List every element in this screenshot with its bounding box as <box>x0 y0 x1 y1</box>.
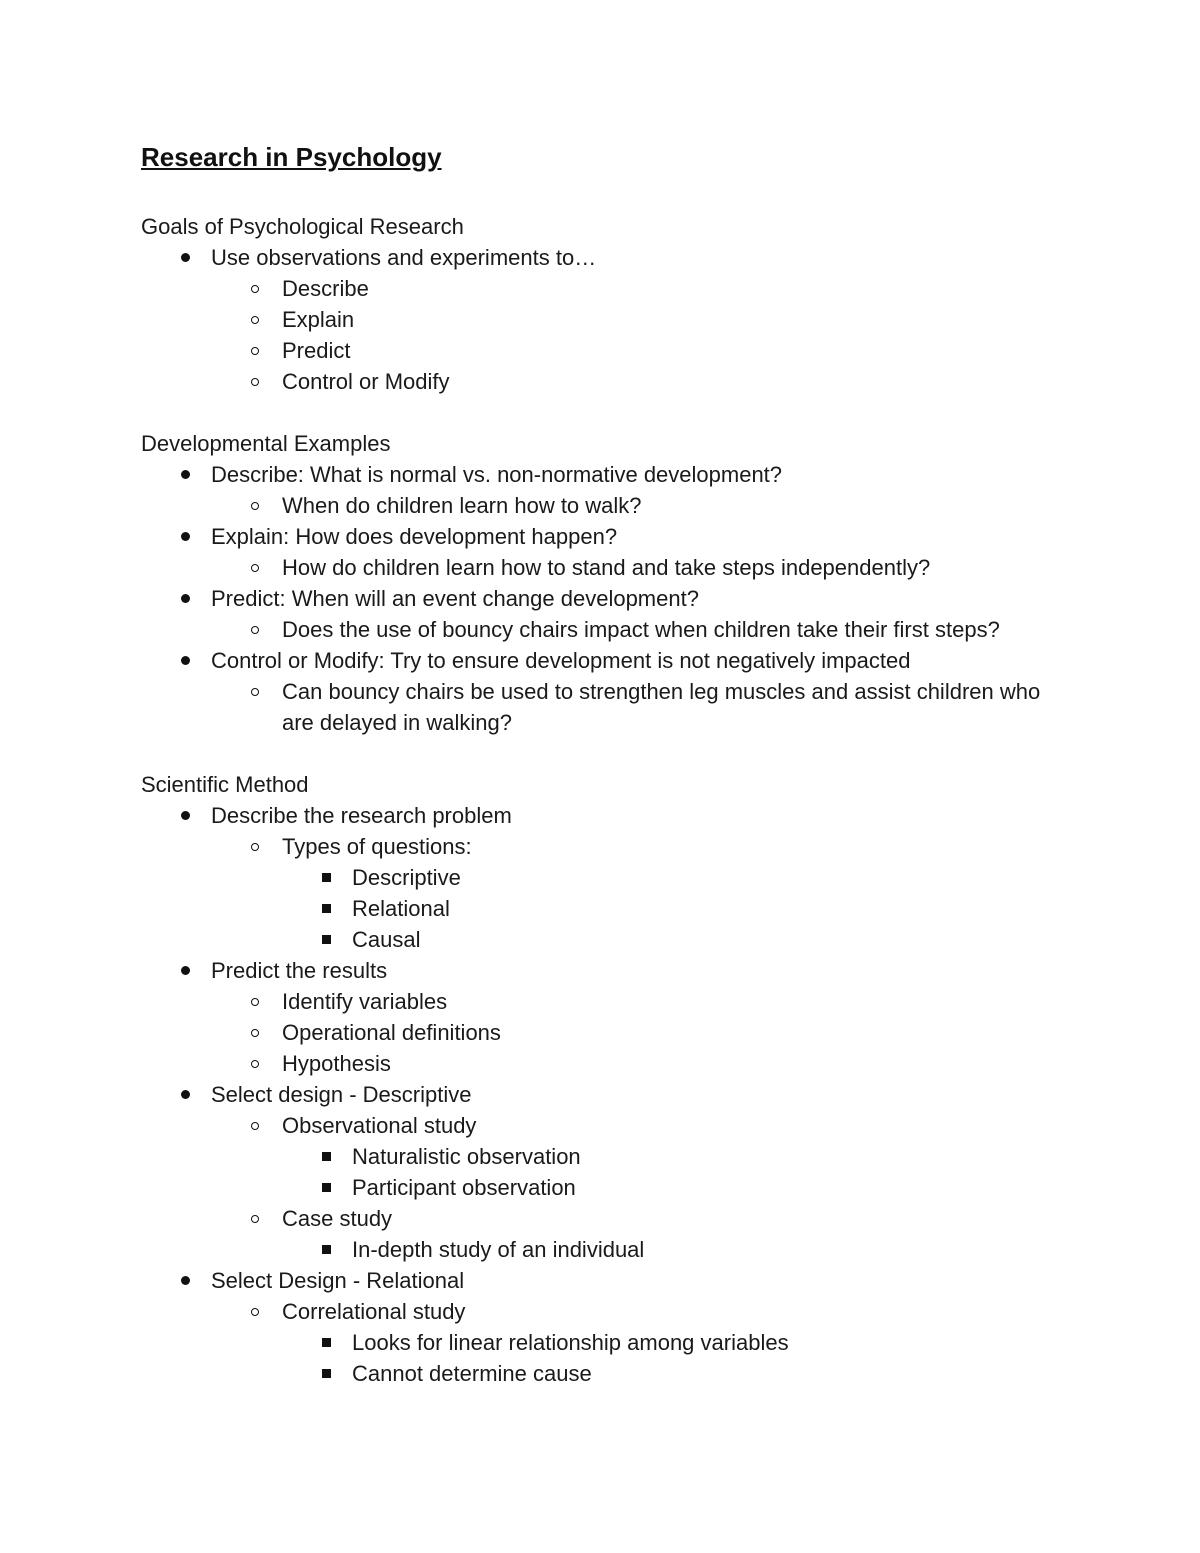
list-item-text: Naturalistic observation <box>352 1144 581 1169</box>
document-body <box>141 211 1081 1389</box>
list-item <box>141 552 1081 583</box>
list-item-row <box>141 1296 1081 1327</box>
list-item-row <box>141 924 1081 955</box>
list-item-text: Predict <box>282 338 351 363</box>
list-item <box>141 490 1081 521</box>
list-item-row <box>141 1327 1081 1358</box>
bullet-list-level-3 <box>141 862 1081 955</box>
list-item-text: Observational study <box>282 1113 477 1138</box>
list-item-row <box>141 1048 1081 1079</box>
circle-bullet-icon <box>248 335 262 366</box>
list-item-text: Select Design - Relational <box>211 1268 465 1293</box>
list-item <box>141 1017 1081 1048</box>
list-item <box>141 1079 1081 1265</box>
list-item-row <box>141 521 1081 552</box>
list-item-text: Identify variables <box>282 989 448 1014</box>
list-item-row <box>141 1172 1081 1203</box>
list-item <box>141 645 1081 738</box>
list-item-row <box>141 1203 1081 1234</box>
circle-bullet-icon <box>248 366 262 397</box>
disc-bullet-icon <box>178 1265 192 1296</box>
circle-bullet-icon <box>248 614 262 645</box>
disc-bullet-icon <box>178 955 192 986</box>
list-item-row <box>141 676 1081 738</box>
circle-bullet-icon <box>248 1048 262 1079</box>
list-item-row <box>141 490 1081 521</box>
list-item-row <box>141 1265 1081 1296</box>
list-item-row <box>141 552 1081 583</box>
list-item <box>141 273 1081 304</box>
bullet-list-level-1 <box>141 459 1081 738</box>
list-item-row <box>141 862 1081 893</box>
list-item-text: Select design - Descriptive <box>211 1082 472 1107</box>
list-item <box>141 955 1081 1079</box>
list-item-row <box>141 242 1081 273</box>
list-item-row <box>141 366 1081 397</box>
list-item <box>141 924 1081 955</box>
list-item-text: Describe: What is normal vs. non-normative development? <box>211 462 783 487</box>
list-item <box>141 366 1081 397</box>
circle-bullet-icon <box>248 552 262 583</box>
square-bullet-icon <box>319 1141 333 1172</box>
list-item <box>141 1327 1081 1358</box>
list-item <box>141 1265 1081 1389</box>
list-item-text: Does the use of bouncy chairs impact when children take their first steps? <box>282 617 1000 642</box>
list-item-text: Explain: How does development happen? <box>211 524 618 549</box>
disc-bullet-icon <box>178 645 192 676</box>
list-item-text: Operational definitions <box>282 1020 501 1045</box>
circle-bullet-icon <box>248 676 262 707</box>
list-item-text: Types of questions: <box>282 834 472 859</box>
bullet-list-level-2 <box>141 986 1081 1079</box>
list-item <box>141 242 1081 397</box>
circle-bullet-icon <box>248 1017 262 1048</box>
list-item <box>141 893 1081 924</box>
list-item <box>141 1048 1081 1079</box>
bullet-list-level-2 <box>141 1296 1081 1389</box>
list-item-row <box>141 645 1081 676</box>
list-item-row <box>141 459 1081 490</box>
list-item-row <box>141 1110 1081 1141</box>
square-bullet-icon <box>319 862 333 893</box>
list-item-text: Control or Modify <box>282 369 450 394</box>
list-item <box>141 335 1081 366</box>
list-item <box>141 1296 1081 1389</box>
list-item-text: Case study <box>282 1206 393 1231</box>
bullet-list-level-1 <box>141 800 1081 1389</box>
list-item-text: Predict the results <box>211 958 388 983</box>
list-item-text: Describe <box>282 276 369 301</box>
list-item-row <box>141 893 1081 924</box>
bullet-list-level-2 <box>141 676 1081 738</box>
circle-bullet-icon <box>248 831 262 862</box>
bullet-list-level-2 <box>141 614 1081 645</box>
list-item <box>141 831 1081 955</box>
bullet-list-level-3 <box>141 1327 1081 1389</box>
list-item <box>141 800 1081 955</box>
list-item-text: How do children learn how to stand and take steps independently? <box>282 555 931 580</box>
list-item-row <box>141 614 1081 645</box>
list-item-row <box>141 1141 1081 1172</box>
square-bullet-icon <box>319 1234 333 1265</box>
list-item-text: In-depth study of an individual <box>352 1237 645 1262</box>
list-item <box>141 521 1081 583</box>
circle-bullet-icon <box>248 1296 262 1327</box>
square-bullet-icon <box>319 1172 333 1203</box>
list-item <box>141 459 1081 521</box>
list-item-text: Control or Modify: Try to ensure development is not negatively impacted <box>211 648 911 673</box>
list-item-row <box>141 986 1081 1017</box>
circle-bullet-icon <box>248 986 262 1017</box>
list-item-row <box>141 583 1081 614</box>
bullet-list-level-2 <box>141 490 1081 521</box>
list-item-text: Cannot determine cause <box>352 1361 592 1386</box>
bullet-list-level-2 <box>141 831 1081 955</box>
list-item-text: Describe the research problem <box>211 803 512 828</box>
outline-section <box>141 428 1081 738</box>
list-item-text: Correlational study <box>282 1299 466 1324</box>
list-item-text: Relational <box>352 896 450 921</box>
list-item <box>141 1358 1081 1389</box>
list-item-row <box>141 800 1081 831</box>
list-item <box>141 862 1081 893</box>
document-page <box>141 140 1081 1420</box>
list-item <box>141 1203 1081 1265</box>
outline-section <box>141 211 1081 397</box>
section-heading: Scientific Method <box>141 772 309 797</box>
square-bullet-icon <box>319 1327 333 1358</box>
disc-bullet-icon <box>178 459 192 490</box>
bullet-list-level-3 <box>141 1234 1081 1265</box>
list-item-text: Can bouncy chairs be used to strengthen leg muscles and assist children who are delayed in walking? <box>282 679 1041 735</box>
list-item-row <box>141 1358 1081 1389</box>
list-item-text: Predict: When will an event change development? <box>211 586 699 611</box>
list-item-text: Participant observation <box>352 1175 576 1200</box>
disc-bullet-icon <box>178 242 192 273</box>
circle-bullet-icon <box>248 490 262 521</box>
page-title: Research in Psychology <box>141 142 442 172</box>
list-item-text: Explain <box>282 307 355 332</box>
section-heading: Developmental Examples <box>141 431 391 456</box>
outline-section <box>141 769 1081 1389</box>
list-item <box>141 676 1081 738</box>
list-item-text: When do children learn how to walk? <box>282 493 642 518</box>
list-item <box>141 304 1081 335</box>
list-item-row <box>141 955 1081 986</box>
list-item-text: Use observations and experiments to… <box>211 245 597 270</box>
list-item-row <box>141 831 1081 862</box>
square-bullet-icon <box>319 893 333 924</box>
bullet-list-level-3 <box>141 1141 1081 1203</box>
list-item-row <box>141 1234 1081 1265</box>
list-item-row <box>141 304 1081 335</box>
list-item <box>141 986 1081 1017</box>
list-item <box>141 1172 1081 1203</box>
list-item-row <box>141 1079 1081 1110</box>
list-item <box>141 614 1081 645</box>
circle-bullet-icon <box>248 273 262 304</box>
list-item-text: Causal <box>352 927 421 952</box>
list-item-row <box>141 335 1081 366</box>
disc-bullet-icon <box>178 521 192 552</box>
bullet-list-level-2 <box>141 273 1081 397</box>
list-item <box>141 1110 1081 1203</box>
square-bullet-icon <box>319 924 333 955</box>
circle-bullet-icon <box>248 304 262 335</box>
list-item <box>141 583 1081 645</box>
disc-bullet-icon <box>178 1079 192 1110</box>
bullet-list-level-1 <box>141 242 1081 397</box>
section-heading: Goals of Psychological Research <box>141 214 464 239</box>
circle-bullet-icon <box>248 1110 262 1141</box>
list-item-row <box>141 273 1081 304</box>
disc-bullet-icon <box>178 583 192 614</box>
list-item-text: Descriptive <box>352 865 461 890</box>
list-item-text: Looks for linear relationship among variables <box>352 1330 789 1355</box>
list-item-text: Hypothesis <box>282 1051 391 1076</box>
bullet-list-level-2 <box>141 1110 1081 1265</box>
bullet-list-level-2 <box>141 552 1081 583</box>
list-item <box>141 1141 1081 1172</box>
circle-bullet-icon <box>248 1203 262 1234</box>
square-bullet-icon <box>319 1358 333 1389</box>
list-item-row <box>141 1017 1081 1048</box>
list-item <box>141 1234 1081 1265</box>
disc-bullet-icon <box>178 800 192 831</box>
